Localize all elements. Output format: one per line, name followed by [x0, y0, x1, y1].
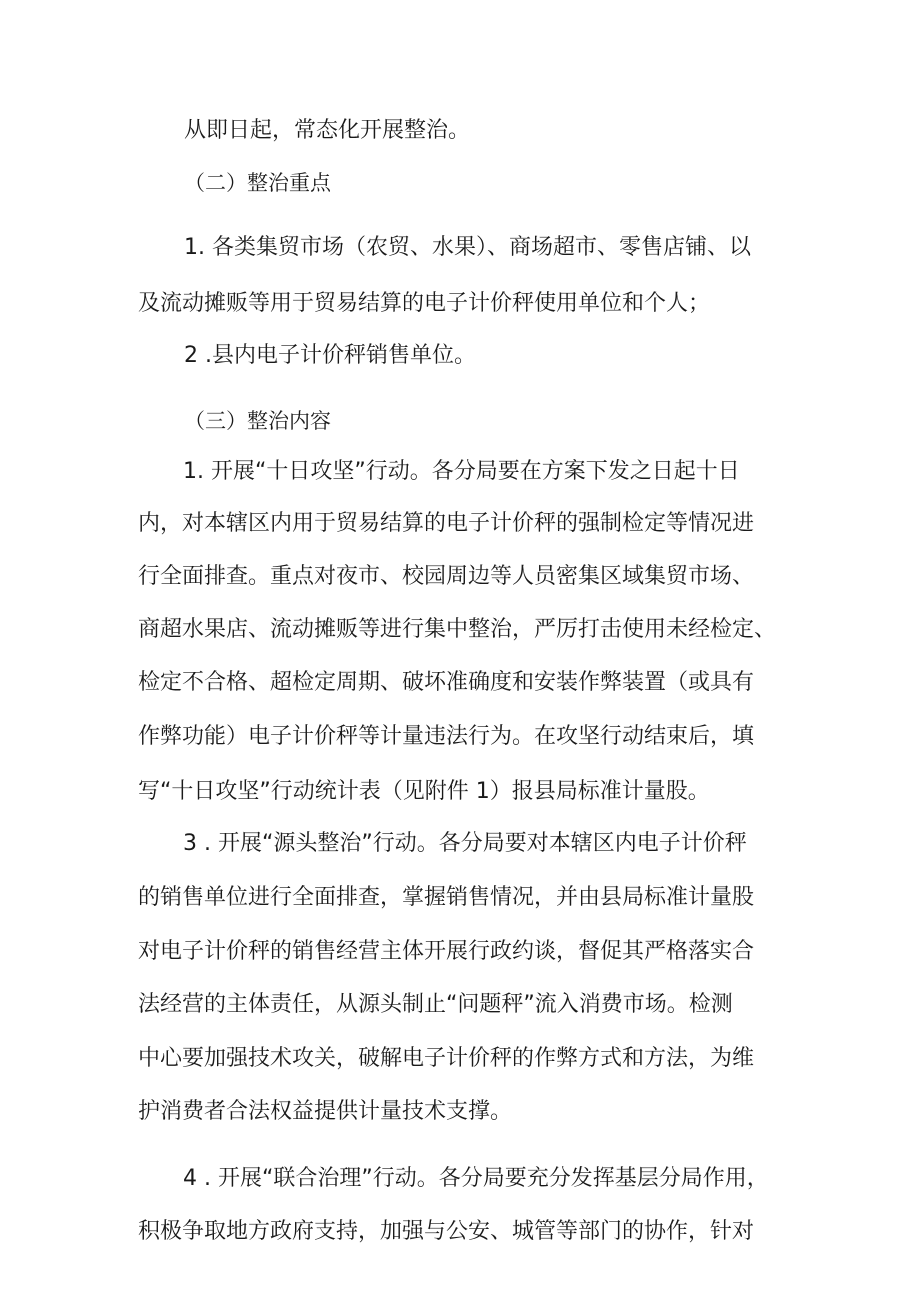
paragraph-line: 的销售单位进行全面排查，掌握销售情况，并由县局标准计量股 [138, 885, 755, 910]
paragraph-line: 中心要加强技术攻关，破解电子计价秤的作弊方式和方法，为维 [138, 1046, 755, 1071]
paragraph-line: 行全面排查。重点对夜市、校园周边等人员密集区域集贸市场、 [138, 564, 755, 589]
paragraph-line: 及流动摊贩等用于贸易结算的电子计价秤使用单位和个人； [138, 291, 711, 316]
paragraph-line: 从即日起，常态化开展整治。 [184, 118, 471, 143]
section-heading: （二）整治重点 [184, 171, 331, 195]
paragraph-line: 3 . 开展“源头整治”行动。各分局要对本辖区内电子计价秤 [183, 831, 747, 856]
paragraph-line: 作弊功能）电子计价秤等计量违法行为。在攻坚行动结束后，填 [138, 724, 755, 749]
paragraph-line: 1. 开展“十日攻坚”行动。各分局要在方案下发之日起十日 [183, 459, 740, 484]
paragraph-line: 内，对本辖区内用于贸易结算的电子计价秤的强制检定等情况进 [138, 511, 755, 536]
paragraph-line: 商超水果店、流动摊贩等进行集中整治，严厉打击使用未经检定、 [138, 617, 777, 642]
paragraph-line: 1. 各类集贸市场（农贸、水果）、商场超市、零售店铺、以 [184, 235, 751, 260]
paragraph-line: 检定不合格、超检定周期、破坏准确度和安装作弊装置（或具有 [138, 670, 755, 695]
paragraph-line: 积极争取地方政府支持，加强与公安、城管等部门的协作，针对 [138, 1219, 755, 1244]
paragraph-line: 4 . 开展“联合治理”行动。各分局要充分发挥基层分局作用， [183, 1166, 769, 1191]
paragraph-line: 法经营的主体责任，从源头制止“问题秤”流入消费市场。检测 [138, 992, 733, 1017]
section-heading: （三）整治内容 [184, 409, 331, 433]
paragraph-line: 2 .县内电子计价秤销售单位。 [184, 343, 476, 368]
paragraph-line: 护消费者合法权益提供计量技术支撑。 [138, 1099, 513, 1124]
paragraph-line: 对电子计价秤的销售经营主体开展行政约谈，督促其严格落实合 [138, 939, 755, 964]
paragraph-line: 写“十日攻坚”行动统计表（见附件 1）报县局标准计量股。 [138, 779, 710, 804]
